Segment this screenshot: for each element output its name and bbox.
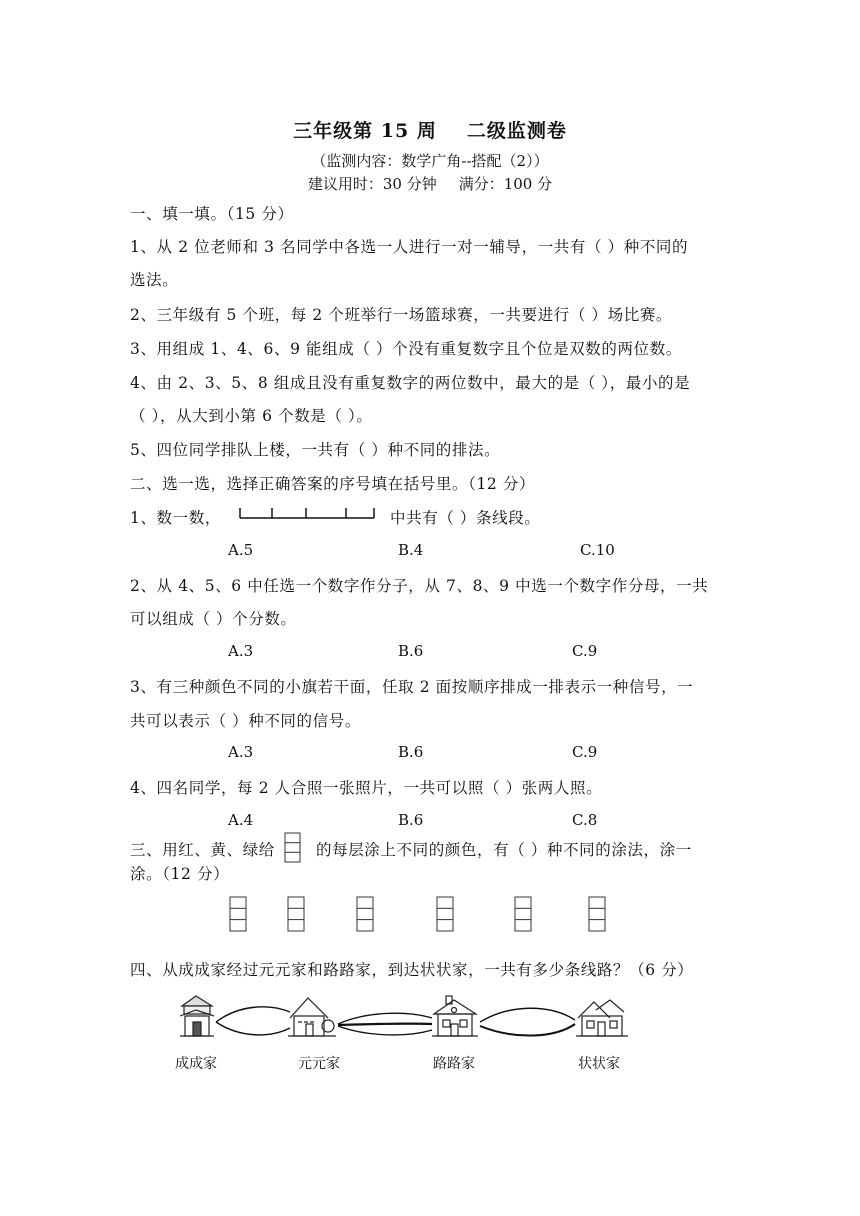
house-icon-yuanyuan — [288, 998, 336, 1036]
section-1-heading: 一、填一填。（15 分） — [130, 205, 294, 223]
s1-q1-line1: 1、从 2 位老师和 3 名同学中各选一人进行一对一辅导，一共有（ ）种不同的 — [130, 238, 689, 256]
s1-q5: 5、四位同学排队上楼，一共有（ ）种不同的排法。 — [130, 441, 501, 459]
house-label-lulu: 路路家 — [433, 1056, 475, 1072]
exam-meta — [0, 173, 860, 194]
page-title — [0, 116, 860, 143]
route-2-middle — [338, 1024, 432, 1025]
s2-q4-option-a: A.4 — [228, 811, 254, 829]
section-2-heading: 二、选一选，选择正确答案的序号填在括号里。（12 分） — [130, 475, 536, 493]
s1-q4-line1: 4、由 2、3、5、8 组成且没有重复数字的两位数中，最大的是（ ），最小的是 — [130, 374, 691, 392]
s1-q3: 3、用组成 1、4、6、9 能组成（ ）个没有重复数字且个位是双数的两位数。 — [130, 340, 682, 358]
coloring-box-3 — [357, 897, 373, 931]
s2-q1-option-c: C.10 — [580, 541, 615, 559]
route-1-lower — [216, 1022, 290, 1035]
coloring-box-5 — [515, 897, 531, 931]
line-segment-figure — [238, 504, 378, 522]
title-exam-name: 二级监测卷 — [466, 120, 567, 142]
route-3-upper — [480, 1008, 575, 1022]
s2-q4: 4、四名同学，每 2 人合照一张照片，一共可以照（ ）张两人照。 — [130, 779, 603, 797]
s2-q4-option-c: C.8 — [572, 811, 598, 829]
title-grade-week: 三年级第 15 周 — [293, 120, 437, 142]
exam-subtitle: （监测内容：数学广角--搭配（2）） — [311, 152, 549, 170]
house-icon-chengcheng — [180, 996, 214, 1036]
s3-line1-prefix: 三、用红、黄、绿给 — [130, 841, 275, 859]
s2-q2-option-b: B.6 — [398, 642, 424, 660]
coloring-box-4 — [437, 897, 453, 931]
route-diagram — [170, 992, 640, 1048]
s2-q3-option-c: C.9 — [572, 743, 598, 761]
house-label-yuanyuan: 元元家 — [298, 1056, 340, 1072]
s2-q3-option-b: B.6 — [398, 743, 424, 761]
s1-q2: 2、三年级有 5 个班，每 2 个班举行一场篮球赛，一共要进行（ ）场比赛。 — [130, 306, 673, 324]
s2-q2-option-c: C.9 — [572, 642, 598, 660]
s1-q1-line2: 选法。 — [130, 271, 179, 289]
s2-q2-line2: 可以组成（ ）个分数。 — [130, 610, 297, 628]
s2-q3-option-a: A.3 — [228, 743, 254, 761]
s2-q2-option-a: A.3 — [228, 642, 254, 660]
house-label-zhuangzhuang: 状状家 — [578, 1056, 620, 1072]
s2-q3-line2: 共可以表示（ ）种不同的信号。 — [130, 712, 361, 730]
s1-q4-line2: （ ），从大到小第 6 个数是（ ）。 — [130, 407, 373, 425]
route-2-lower — [338, 1026, 432, 1035]
s2-q4-option-b: B.6 — [398, 811, 424, 829]
coloring-boxes — [225, 895, 615, 935]
s2-q1-option-a: A.5 — [228, 541, 254, 559]
s3-line1-suffix: 的每层涂上不同的颜色，有（ ）种不同的涂法，涂一 — [316, 841, 692, 859]
s3-line2: 涂。（12 分） — [130, 865, 230, 883]
full-score: 满分：100 分 — [458, 175, 553, 193]
section-4-heading: 四、从成成家经过元元家和路路家，到达状状家，一共有多少条线路？（6 分） — [130, 961, 694, 979]
route-2-upper — [338, 1013, 432, 1024]
s2-q2-line1: 2、从 4、5、6 中任选一个数字作分子，从 7、8、9 中选一个数字作分母，一共 — [130, 577, 709, 595]
coloring-box-1 — [230, 897, 246, 931]
suggested-time: 建议用时：30 分钟 — [307, 175, 437, 193]
s2-q1-option-b: B.4 — [398, 541, 424, 559]
route-1-upper — [216, 1007, 290, 1022]
coloring-box-2 — [288, 897, 304, 931]
house-icon-zhuangzhuang — [576, 1000, 628, 1036]
s2-q3-line1: 3、有三种颜色不同的小旗若干面，任取 2 面按顺序排成一排表示一种信号，一 — [130, 678, 694, 696]
house-icon-lulu — [432, 996, 478, 1036]
route-3-lower — [480, 1024, 575, 1036]
s2-q1-prefix: 1、数一数， — [130, 509, 221, 527]
coloring-box-6 — [589, 897, 605, 931]
s2-q1-suffix: 中共有（ ）条线段。 — [390, 509, 541, 527]
house-label-chengcheng: 成成家 — [175, 1056, 217, 1072]
three-layer-box-icon — [284, 832, 302, 864]
